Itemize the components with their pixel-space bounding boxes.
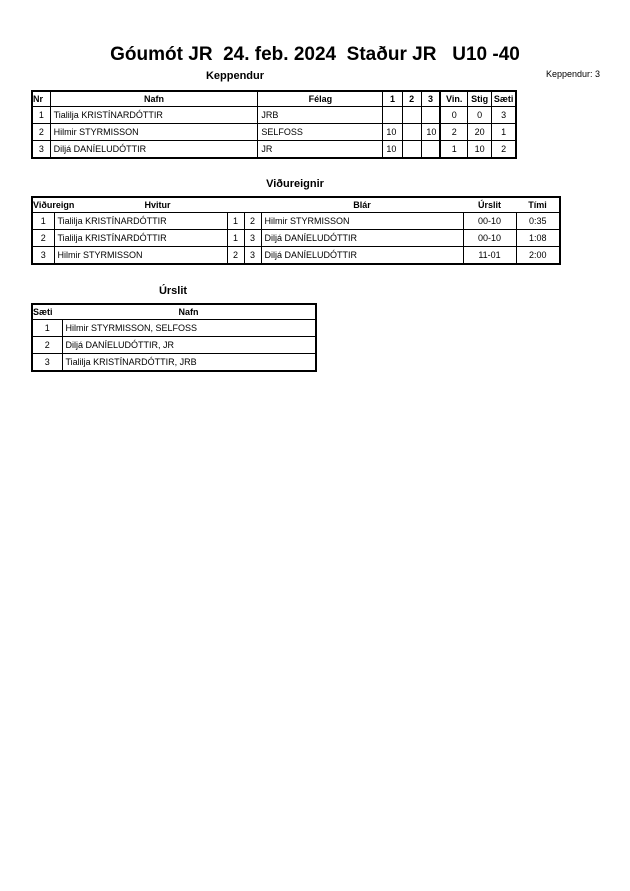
table-row <box>32 354 316 372</box>
cell-nr: 2 <box>32 230 54 247</box>
cell-blar-nr: 3 <box>244 247 261 265</box>
col-saeti: Sæti <box>492 91 516 107</box>
cell-felag: JRB <box>258 107 383 124</box>
cell-blar-nr: 3 <box>244 230 261 247</box>
cell-timi: 0:35 <box>516 213 560 230</box>
cell-felag: SELFOSS <box>258 124 383 141</box>
matches-table <box>31 196 561 265</box>
col-vin: Vin. <box>440 91 467 107</box>
cell-hvitur: Hilmir STYRMISSON <box>54 247 227 265</box>
page-title: Góumót JR 24. feb. 2024 Staður JR U10 -40 <box>110 44 520 65</box>
cell-urslit: 00-10 <box>463 230 516 247</box>
cell-round-2 <box>402 107 421 124</box>
cell-round-2 <box>402 124 421 141</box>
col-blar: Blár <box>261 197 463 213</box>
cell-nafn: Diljá DANÍELUDÓTTIR <box>50 141 258 159</box>
results-table <box>31 303 317 372</box>
col-hvitur: Hvitur <box>54 197 261 213</box>
cell-round-2 <box>402 141 421 159</box>
results-heading: Úrslit <box>158 285 188 297</box>
cell-hvitur: Tialilja KRISTÍNARDÓTTIR <box>54 230 227 247</box>
cell-round-3 <box>421 107 440 124</box>
col-round-1: 1 <box>383 91 402 107</box>
cell-hvitur-nr: 1 <box>227 213 244 230</box>
cell-vin: 2 <box>440 124 467 141</box>
table-row <box>32 213 560 230</box>
cell-stig: 20 <box>468 124 492 141</box>
matches-header-row <box>32 197 560 213</box>
cell-round-1 <box>383 107 402 124</box>
col-felag: Félag <box>258 91 383 107</box>
competitors-heading: Keppendur <box>205 70 265 82</box>
cell-hvitur: Tialilja KRISTÍNARDÓTTIR <box>54 213 227 230</box>
matches-heading: Viðureignir <box>266 178 324 190</box>
col-nafn: Nafn <box>62 304 316 320</box>
competitors-table <box>31 90 517 159</box>
cell-nr: 3 <box>32 247 54 265</box>
cell-nafn: Hilmir STYRMISSON, SELFOSS <box>62 320 316 337</box>
cell-saeti: 2 <box>32 337 62 354</box>
cell-nr: 1 <box>32 107 50 124</box>
cell-saeti: 1 <box>492 124 516 141</box>
cell-saeti: 1 <box>32 320 62 337</box>
cell-timi: 2:00 <box>516 247 560 265</box>
cell-vin: 0 <box>440 107 467 124</box>
cell-felag: JR <box>258 141 383 159</box>
cell-timi: 1:08 <box>516 230 560 247</box>
col-round-2: 2 <box>402 91 421 107</box>
cell-nr: 3 <box>32 141 50 159</box>
cell-nafn: Tialilja KRISTÍNARDÓTTIR <box>50 107 258 124</box>
competitors-header-row <box>32 91 516 107</box>
cell-nafn: Tialilja KRISTÍNARDÓTTIR, JRB <box>62 354 316 372</box>
col-saeti: Sæti <box>32 304 62 320</box>
cell-saeti: 3 <box>492 107 516 124</box>
cell-blar: Diljá DANÍELUDÓTTIR <box>261 247 463 265</box>
table-row <box>32 107 516 124</box>
table-row <box>32 320 316 337</box>
cell-round-1: 10 <box>383 141 402 159</box>
col-round-3: 3 <box>421 91 440 107</box>
table-row <box>32 247 560 265</box>
col-stig: Stig <box>468 91 492 107</box>
cell-saeti: 3 <box>32 354 62 372</box>
cell-hvitur-nr: 2 <box>227 247 244 265</box>
cell-round-1: 10 <box>383 124 402 141</box>
cell-blar: Hilmir STYRMISSON <box>261 213 463 230</box>
table-row <box>32 337 316 354</box>
competitor-count: Keppendur: 3 <box>545 69 600 79</box>
col-urslit: Úrslit <box>463 197 516 213</box>
col-vidureign: Viðureign <box>32 197 54 213</box>
cell-blar-nr: 2 <box>244 213 261 230</box>
cell-urslit: 11-01 <box>463 247 516 265</box>
col-timi: Tími <box>516 197 560 213</box>
cell-nr: 2 <box>32 124 50 141</box>
col-nafn: Nafn <box>50 91 258 107</box>
table-row <box>32 124 516 141</box>
cell-nr: 1 <box>32 213 54 230</box>
cell-round-3 <box>421 141 440 159</box>
cell-saeti: 2 <box>492 141 516 159</box>
cell-stig: 10 <box>468 141 492 159</box>
table-row <box>32 230 560 247</box>
results-header-row <box>32 304 316 320</box>
cell-urslit: 00-10 <box>463 213 516 230</box>
cell-blar: Diljá DANÍELUDÓTTIR <box>261 230 463 247</box>
cell-nafn: Hilmir STYRMISSON <box>50 124 258 141</box>
col-nr: Nr <box>32 91 50 107</box>
cell-hvitur-nr: 1 <box>227 230 244 247</box>
cell-nafn: Diljá DANÍELUDÓTTIR, JR <box>62 337 316 354</box>
cell-stig: 0 <box>468 107 492 124</box>
cell-vin: 1 <box>440 141 467 159</box>
cell-round-3: 10 <box>421 124 440 141</box>
table-row <box>32 141 516 159</box>
